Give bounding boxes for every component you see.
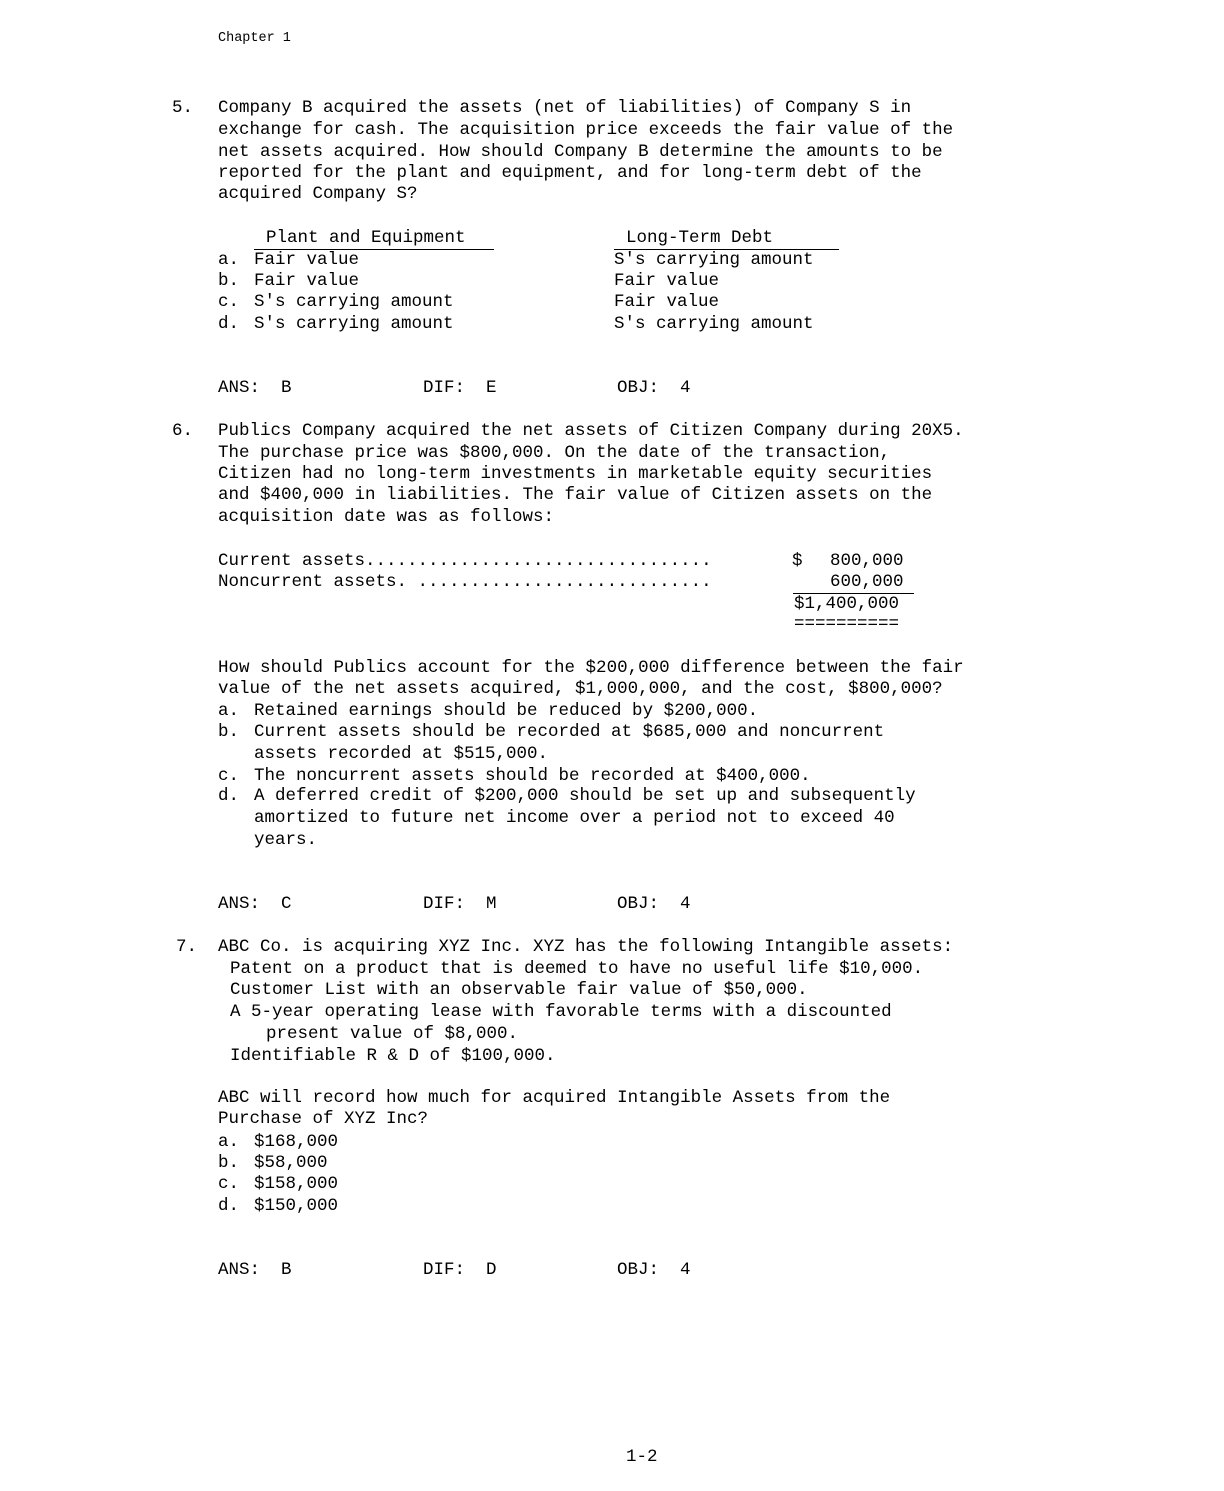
- q6-option-c-text: The noncurrent assets should be recorded at $400,000.: [254, 766, 811, 786]
- q5-option-b-debt: Fair value: [614, 271, 720, 291]
- q7-option-b-text: $58,000: [254, 1153, 328, 1173]
- q6-question-line-2: value of the net assets acquired, $1,000,000, and the cost, $800,000?: [218, 679, 943, 699]
- q5-option-d-plant: S's carrying amount: [254, 314, 454, 334]
- q6-stem-line-2: The purchase price was $800,000. On the date of the transaction,: [218, 443, 891, 463]
- q5-option-c-label: c.: [218, 292, 240, 312]
- q7-item-lease-line-1: A 5-year operating lease with favorable terms with a discounted: [230, 1002, 892, 1022]
- q7-item-lease-line-2: present value of $8,000.: [266, 1024, 519, 1044]
- q6-stem-line-3: Citizen had no long-term investments in marketable equity securities: [218, 464, 933, 484]
- q6-option-b-label: b.: [218, 722, 240, 742]
- q5-option-d-debt: S's carrying amount: [614, 314, 814, 334]
- q6-question-line-1: How should Publics account for the $200,000 difference between the fair: [218, 658, 964, 678]
- q5-difficulty: DIF: E: [423, 378, 497, 398]
- q5-option-b-plant: Fair value: [254, 271, 360, 291]
- q6-option-d-text-line-1: A deferred credit of $200,000 should be set up and subsequently: [254, 786, 916, 806]
- q6-table-total: $1,400,000: [794, 594, 900, 614]
- q7-difficulty: DIF: D: [423, 1260, 497, 1280]
- q5-option-c-plant: S's carrying amount: [254, 292, 454, 312]
- q6-table-row-current-label: Current assets.................................: [218, 551, 712, 571]
- q7-number: 7.: [176, 937, 198, 957]
- q7-item-rnd: Identifiable R & D of $100,000.: [230, 1046, 556, 1066]
- q5-stem-line-5: acquired Company S?: [218, 184, 418, 204]
- q7-option-a-label: a.: [218, 1132, 240, 1152]
- q7-option-d-label: d.: [218, 1196, 240, 1216]
- q6-table-row-noncurrent-label: Noncurrent assets. ............................: [218, 572, 712, 592]
- q6-option-d-text-line-2: amortized to future net income over a period not to exceed 40: [254, 808, 895, 828]
- q6-table-row-current-amount: 800,000: [830, 551, 904, 571]
- q5-option-b-label: b.: [218, 271, 240, 291]
- q7-stem: ABC Co. is acquiring XYZ Inc. XYZ has the following Intangible assets:: [218, 937, 954, 957]
- q6-option-b-text-line-1: Current assets should be recorded at $685,000 and noncurrent: [254, 722, 885, 742]
- q6-option-b-text-line-2: assets recorded at $515,000.: [254, 744, 549, 764]
- q5-answer: ANS: B: [218, 378, 292, 398]
- q6-stem-line-5: acquisition date was as follows:: [218, 507, 555, 527]
- q5-number: 5.: [172, 98, 194, 118]
- q7-objective: OBJ: 4: [617, 1260, 691, 1280]
- q6-table-row-current-dollar: $: [792, 551, 803, 571]
- q5-stem-line-1: Company B acquired the assets (net of liabilities) of Company S in: [218, 98, 912, 118]
- q6-option-a-text: Retained earnings should be reduced by $200,000.: [254, 701, 759, 721]
- q6-option-a-label: a.: [218, 701, 240, 721]
- q7-item-customer-list: Customer List with an observable fair value of $50,000.: [230, 980, 808, 1000]
- q6-option-d-label: d.: [218, 786, 240, 806]
- q7-option-c-label: c.: [218, 1174, 240, 1194]
- q7-question-line-2: Purchase of XYZ Inc?: [218, 1109, 429, 1129]
- q6-number: 6.: [172, 421, 194, 441]
- q5-stem-line-2: exchange for cash. The acquisition price exceeds the fair value of the: [218, 120, 954, 140]
- q5-objective: OBJ: 4: [617, 378, 691, 398]
- q5-stem-line-4: reported for the plant and equipment, and for long-term debt of the: [218, 163, 922, 183]
- q5-option-a-plant: Fair value: [254, 250, 360, 270]
- q5-option-d-label: d.: [218, 314, 240, 334]
- q6-difficulty: DIF: M: [423, 894, 497, 914]
- q7-item-patent: Patent on a product that is deemed to have no useful life $10,000.: [230, 959, 924, 979]
- q6-table-row-noncurrent-amount: 600,000: [830, 572, 904, 592]
- q6-table-double-rule: ==========: [794, 614, 900, 634]
- q6-answer: ANS: C: [218, 894, 292, 914]
- q5-option-c-debt: Fair value: [614, 292, 720, 312]
- q7-option-c-text: $158,000: [254, 1174, 339, 1194]
- q5-col-header-plant: Plant and Equipment: [266, 228, 466, 248]
- q7-answer: ANS: B: [218, 1260, 292, 1280]
- q7-option-a-text: $168,000: [254, 1132, 339, 1152]
- page-number: 1-2: [626, 1447, 658, 1467]
- q6-option-d-text-line-3: years.: [254, 830, 318, 850]
- q6-stem-line-1: Publics Company acquired the net assets of Citizen Company during 20X5.: [218, 421, 964, 441]
- q6-objective: OBJ: 4: [617, 894, 691, 914]
- q6-option-c-label: c.: [218, 766, 240, 786]
- q5-stem-line-3: net assets acquired. How should Company B determine the amounts to be: [218, 142, 943, 162]
- q5-col-header-debt: Long-Term Debt: [626, 228, 774, 248]
- q7-question-line-1: ABC will record how much for acquired Intangible Assets from the: [218, 1088, 891, 1108]
- q7-option-b-label: b.: [218, 1153, 240, 1173]
- chapter-header: Chapter 1: [218, 31, 291, 46]
- q6-stem-line-4: and $400,000 in liabilities. The fair value of Citizen assets on the: [218, 485, 933, 505]
- q5-option-a-label: a.: [218, 250, 240, 270]
- q7-option-d-text: $150,000: [254, 1196, 339, 1216]
- q5-option-a-debt: S's carrying amount: [614, 250, 814, 270]
